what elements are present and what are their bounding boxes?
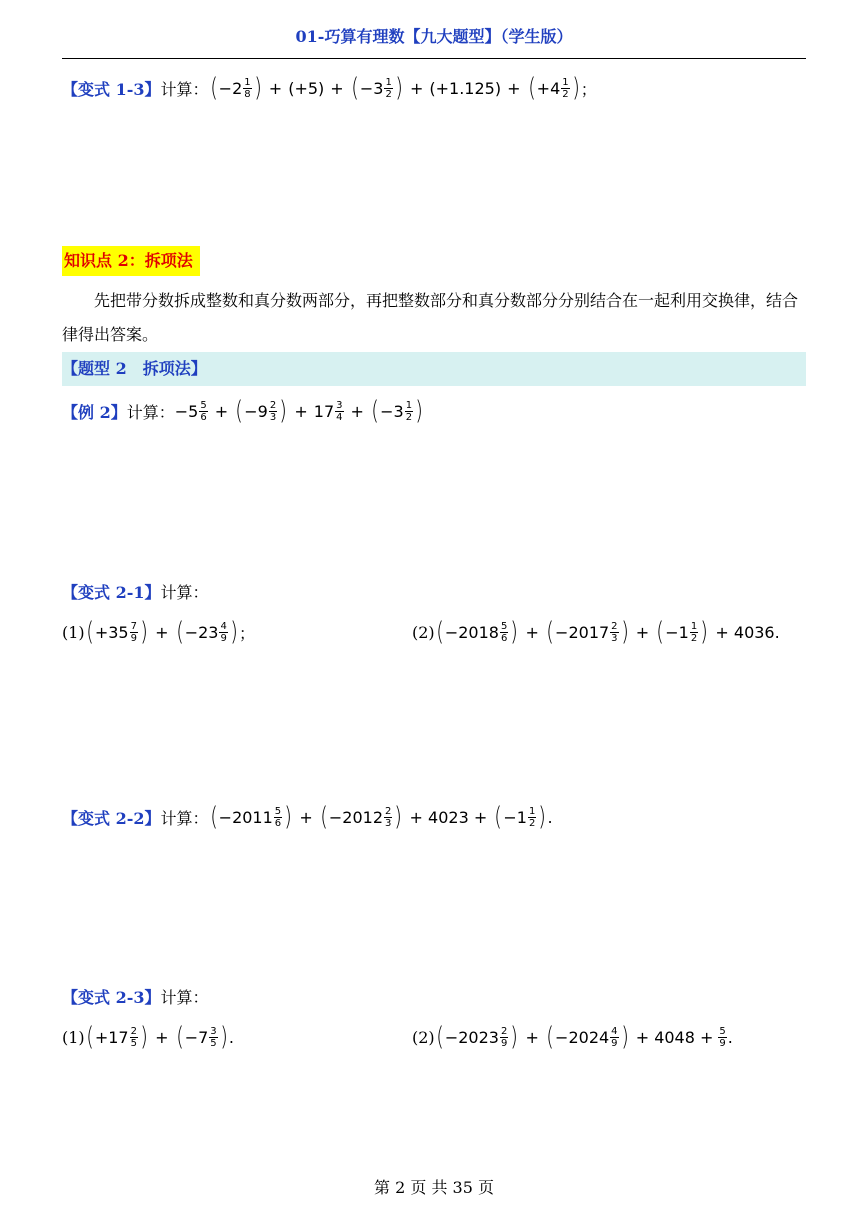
math-operator: + — [409, 78, 424, 98]
paren-open: ( — [527, 73, 536, 103]
fraction — [269, 400, 277, 423]
exercise-2-3-part-1 — [62, 1019, 234, 1055]
fraction — [219, 621, 227, 644]
math-int: −3 — [359, 78, 384, 98]
fraction-denominator: 6 — [200, 411, 207, 423]
paren-open: ( — [494, 802, 503, 832]
math-punct: . — [547, 807, 553, 827]
fraction-numerator: 1 — [562, 76, 569, 88]
exercise-prompt: 计算： — [160, 987, 209, 1007]
paren-open: ( — [175, 617, 184, 647]
part-number: (1) — [62, 622, 85, 642]
example-prompt: 计算： — [126, 402, 175, 422]
fraction-denominator: 2 — [690, 632, 698, 644]
exercise-label: 【变式 2-2】 — [62, 808, 161, 828]
math-int: −2023 — [444, 1027, 499, 1047]
fraction-numerator: 1 — [528, 805, 536, 817]
paren-close: ) — [571, 73, 580, 103]
fraction-numerator: 5 — [500, 620, 508, 632]
fraction-numerator: 7 — [130, 620, 137, 632]
math-int: −2011 — [218, 807, 273, 827]
fraction-numerator: 4 — [611, 1025, 618, 1037]
fraction-numerator: 1 — [385, 76, 392, 88]
fraction-numerator: 5 — [274, 805, 282, 817]
fraction-denominator: 2 — [405, 411, 413, 423]
math-int: +5 — [294, 78, 319, 98]
paren-open: ( — [371, 396, 379, 426]
paren-open: ( — [209, 802, 218, 832]
paren-close: ) — [140, 617, 148, 647]
math-int: −2017 — [555, 622, 610, 642]
paren-close: ) — [219, 1022, 228, 1052]
fraction — [199, 400, 207, 423]
math-operator: + — [525, 1027, 539, 1047]
exercise-prompt: 计算： — [160, 582, 209, 602]
math-punct: . — [228, 1027, 234, 1047]
paren-close: ) — [230, 617, 238, 647]
math-expression — [209, 804, 553, 830]
fraction-denominator: 5 — [210, 1037, 217, 1049]
fraction — [384, 806, 392, 829]
fraction-numerator: 1 — [690, 620, 698, 632]
fraction-denominator: 4 — [336, 411, 343, 423]
paren-open: ( — [435, 1022, 444, 1052]
paren-close: ) — [394, 802, 403, 832]
paren-close: ) — [395, 73, 403, 103]
fraction — [209, 1026, 217, 1049]
math-int: +4 — [536, 78, 561, 98]
fraction-numerator: 5 — [719, 1025, 726, 1037]
math-int: −2 — [218, 78, 243, 98]
fraction-numerator: 2 — [385, 805, 392, 817]
fraction — [528, 806, 536, 829]
math-operator: + — [330, 78, 344, 98]
header-divider — [62, 58, 806, 59]
fraction-denominator: 9 — [500, 1037, 508, 1049]
math-operator: + — [299, 807, 313, 827]
exercise-2-1-part-1 — [62, 614, 255, 650]
paren-open: ( — [85, 617, 94, 647]
math-operator: + — [155, 622, 169, 642]
math-decimal: +1.125 — [435, 78, 495, 98]
paren-open: ( — [319, 802, 328, 832]
math-operator: + — [525, 622, 539, 642]
fraction-denominator: 5 — [130, 1037, 137, 1049]
paren-close: ) — [620, 1022, 629, 1052]
part-number: (2) — [412, 1027, 435, 1047]
fraction — [718, 1026, 726, 1049]
knowledge-point-title: 知识点 2：拆项法 — [62, 246, 200, 276]
math-term: (+1.125) — [429, 78, 502, 98]
exercise-1-3 — [62, 70, 597, 106]
example-2 — [62, 393, 424, 429]
fraction — [610, 621, 618, 644]
math-int: −5 — [174, 401, 199, 421]
exercise-label: 【变式 2-3】 — [62, 987, 161, 1007]
fraction-numerator: 3 — [210, 1025, 217, 1037]
fraction-numerator: 4 — [220, 620, 227, 632]
paren-open: ( — [546, 1022, 554, 1052]
math-expression — [209, 75, 597, 101]
math-expression — [85, 1024, 234, 1050]
fraction — [561, 77, 569, 100]
knowledge-point-text: 先把带分数拆成整数和真分数两部分，再把整数部分和真分数部分分别结合在一起利用交换律，结合律得出答案。 — [62, 291, 799, 344]
fraction — [610, 1026, 618, 1049]
fraction-denominator: 2 — [562, 88, 569, 100]
math-int: 17 — [313, 401, 335, 421]
exercise-2-3-part-2 — [412, 1019, 733, 1055]
exercise-2-2 — [62, 799, 553, 835]
fraction — [274, 806, 282, 829]
paren-open: ( — [435, 617, 444, 647]
paren-close: ) — [700, 617, 709, 647]
fraction — [405, 400, 413, 423]
math-int: −3 — [380, 401, 404, 421]
paren-close: ) — [620, 617, 629, 647]
math-operator: + — [635, 622, 650, 642]
math-punct: ； — [580, 79, 597, 99]
paren-open: ( — [350, 73, 359, 103]
math-int: −23 — [184, 622, 219, 642]
paren-open: ( — [209, 73, 218, 103]
fraction-denominator: 9 — [611, 1037, 618, 1049]
math-operator: + — [155, 1027, 169, 1047]
exercise-2-3-header — [62, 983, 209, 1009]
paren-open: ( — [546, 617, 554, 647]
paren-close: ) — [284, 802, 293, 832]
paren-close: ) — [253, 73, 262, 103]
fraction — [130, 621, 138, 644]
math-tail: + 4036. — [715, 622, 780, 642]
fraction-denominator: 3 — [385, 817, 392, 829]
math-int: −7 — [184, 1027, 209, 1047]
fraction — [500, 1026, 508, 1049]
fraction-denominator: 9 — [220, 632, 227, 644]
paren-close: ) — [140, 1022, 148, 1052]
math-tail: + 4048 + — [635, 1027, 714, 1047]
paren-open: ( — [656, 617, 664, 647]
exercise-label: 【变式 1-3】 — [62, 79, 161, 99]
exercise-prompt: 计算： — [160, 808, 209, 828]
fraction-numerator: 5 — [200, 399, 207, 411]
paren-open: ( — [235, 396, 243, 426]
example-label: 【例 2】 — [62, 402, 127, 422]
math-operator: + — [294, 401, 308, 421]
math-operator: + — [350, 401, 364, 421]
math-int: +17 — [94, 1027, 129, 1047]
math-int: −1 — [665, 622, 689, 642]
fraction-denominator: 9 — [130, 632, 137, 644]
part-number: (2) — [412, 622, 435, 642]
fraction — [500, 621, 508, 644]
fraction-denominator: 6 — [274, 817, 282, 829]
section-title: 【题型 2 拆项法】 — [62, 359, 207, 378]
math-punct: ； — [238, 623, 255, 643]
paren-open: ( — [85, 1022, 94, 1052]
fraction-numerator: 2 — [611, 620, 618, 632]
fraction-numerator: 2 — [269, 399, 277, 411]
fraction-numerator: 2 — [500, 1025, 508, 1037]
math-expression — [175, 398, 424, 424]
exercise-label: 【变式 2-1】 — [62, 582, 161, 602]
math-int: −1 — [503, 807, 527, 827]
fraction-numerator: 2 — [130, 1025, 137, 1037]
paren-close: ) — [415, 396, 423, 426]
fraction-denominator: 6 — [500, 632, 508, 644]
fraction-numerator: 1 — [244, 76, 251, 88]
fraction-numerator: 3 — [336, 399, 343, 411]
math-int: −2018 — [444, 622, 499, 642]
fraction — [130, 1026, 138, 1049]
exercise-2-1-part-2 — [412, 614, 780, 650]
math-int: +35 — [94, 622, 129, 642]
exercise-prompt: 计算： — [160, 79, 209, 99]
fraction-denominator: 3 — [611, 632, 618, 644]
paren-close: ) — [538, 802, 547, 832]
page-footer: 第 2 页 共 35 页 — [374, 1178, 494, 1197]
fraction — [243, 77, 251, 100]
math-expression — [435, 619, 780, 645]
fraction-denominator: 2 — [528, 817, 536, 829]
paren-close: ) — [510, 617, 519, 647]
page-header-title: 01-巧算有理数【九大题型】（学生版） — [295, 27, 573, 46]
part-number: (1) — [62, 1027, 85, 1047]
math-expression — [85, 619, 255, 645]
math-operator: + 4023 + — [409, 807, 488, 827]
paren-open: ( — [175, 1022, 184, 1052]
fraction-denominator: 2 — [385, 88, 392, 100]
fraction-denominator: 3 — [269, 411, 277, 423]
paren-close: ) — [279, 396, 288, 426]
fraction-denominator: 9 — [719, 1037, 726, 1049]
math-term: (+5) — [288, 78, 325, 98]
fraction — [335, 400, 343, 423]
paren-close: ) — [510, 1022, 519, 1052]
fraction — [384, 77, 392, 100]
math-operator: + — [214, 401, 229, 421]
math-punct: . — [727, 1027, 733, 1047]
fraction-numerator: 1 — [405, 399, 413, 411]
math-int: −2024 — [555, 1027, 610, 1047]
math-int: −9 — [244, 401, 268, 421]
math-int: −2012 — [328, 807, 383, 827]
math-operator: + — [507, 78, 521, 98]
math-operator: + — [268, 78, 283, 98]
fraction — [690, 621, 698, 644]
math-expression — [435, 1024, 733, 1050]
fraction-denominator: 8 — [244, 88, 251, 100]
exercise-2-1-header — [62, 578, 209, 604]
